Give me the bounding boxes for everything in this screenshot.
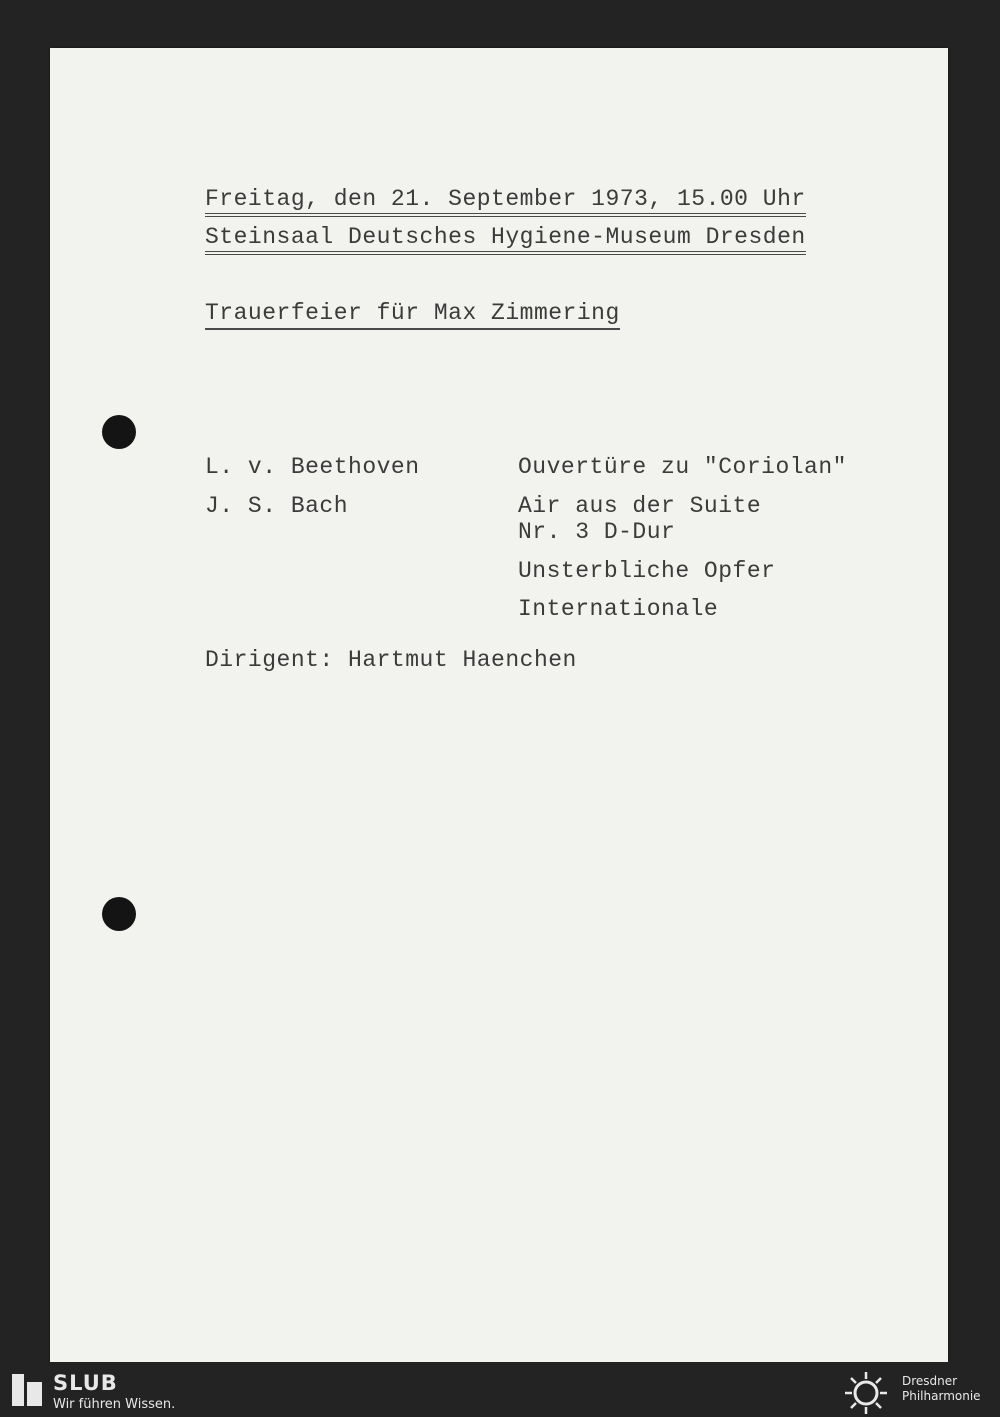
- document-page: [50, 48, 948, 1362]
- footer-bar: [0, 1362, 1000, 1417]
- work-title: Ouvertüre zu "Coriolan": [518, 454, 847, 480]
- work-title: Internationale: [518, 596, 719, 622]
- venue-line: Steinsaal Deutsches Hygiene-Museum Dresden: [205, 224, 806, 255]
- event-title: Trauerfeier für Max Zimmering: [205, 300, 620, 330]
- composer-name: J. S. Bach: [205, 493, 349, 519]
- conductor-line: Dirigent: Hartmut Haenchen: [205, 647, 577, 673]
- philharmonie-line-1: Dresdner: [902, 1374, 958, 1388]
- work-title: Unsterbliche Opfer: [518, 558, 776, 584]
- slub-tagline: Wir führen Wissen.: [53, 1397, 176, 1412]
- philharmonie-logo-text: [902, 1374, 981, 1404]
- philharmonie-logo-icon: [843, 1370, 889, 1416]
- punch-hole-bottom: [102, 897, 136, 931]
- slub-logo-text: SLUB: [53, 1371, 118, 1395]
- composer-name: L. v. Beethoven: [205, 454, 420, 480]
- slub-logo-icon: [12, 1374, 42, 1406]
- work-title: Air aus der Suite: [518, 493, 762, 519]
- punch-hole-top: [102, 415, 136, 449]
- date-time-line: Freitag, den 21. September 1973, 15.00 Uhr: [205, 186, 806, 217]
- work-title-continued: Nr. 3 D-Dur: [518, 519, 676, 545]
- philharmonie-line-2: Philharmonie: [902, 1389, 981, 1403]
